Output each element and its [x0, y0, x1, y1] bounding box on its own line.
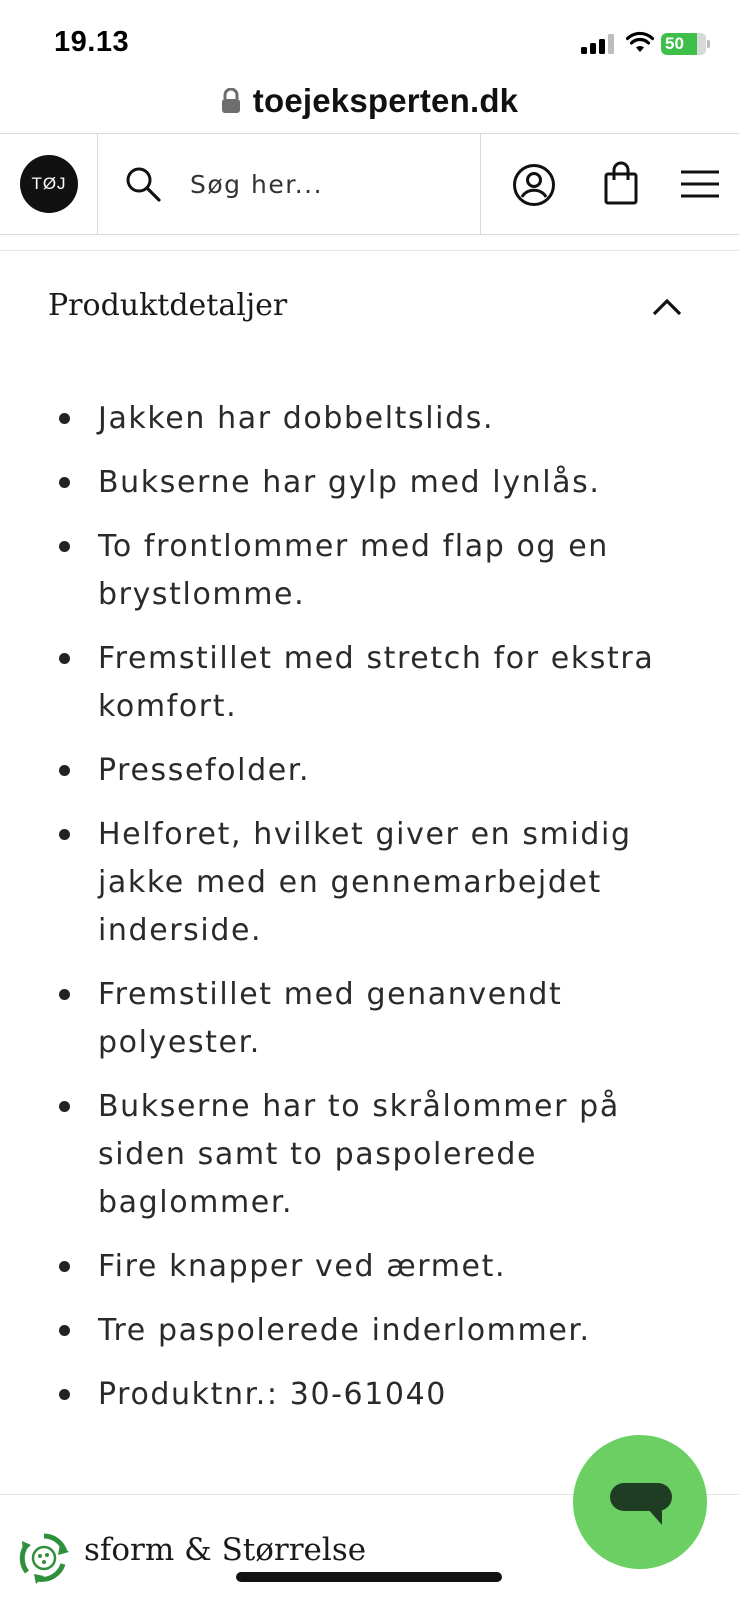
list-item: Fremstillet med stretch for ekstra komfort. — [56, 635, 696, 731]
list-item: Bukserne har gylp med lynlås. — [56, 459, 696, 507]
accordion-title-next[interactable]: sform & Størrelse — [84, 1532, 367, 1568]
lock-icon — [221, 88, 241, 114]
home-indicator — [236, 1572, 502, 1582]
accordion-title[interactable]: Produktdetaljer — [48, 288, 288, 323]
url-text[interactable]: toejeksperten.dk — [252, 82, 519, 119]
battery-empty-segment — [697, 33, 706, 55]
wifi-icon — [626, 30, 654, 54]
site-header — [0, 133, 739, 235]
search-icon[interactable] — [124, 165, 162, 203]
url-bar[interactable] — [0, 78, 739, 132]
bag-icon[interactable] — [604, 161, 638, 205]
status-bar — [0, 0, 739, 80]
list-item: Tre paspolerede inderlommer. — [56, 1307, 696, 1355]
logo[interactable]: TØJ — [20, 155, 78, 213]
list-item: Pressefolder. — [56, 747, 696, 795]
product-details-list — [56, 395, 696, 1435]
battery-level: 50 — [665, 34, 684, 53]
menu-icon[interactable] — [680, 169, 720, 199]
chat-button[interactable] — [573, 1435, 707, 1569]
search-input[interactable] — [190, 164, 470, 204]
section-divider — [0, 250, 739, 251]
signal-icon — [581, 34, 615, 54]
account-icon[interactable] — [512, 163, 556, 207]
status-time: 19.13 — [54, 26, 130, 58]
header-divider — [97, 134, 98, 234]
recycle-icon — [16, 1530, 72, 1586]
list-item: Produktnr.: 30-61040 — [56, 1371, 696, 1419]
list-item: Helforet, hvilket giver en smidig jakke med en gennemarbejdet inderside. — [56, 811, 696, 955]
chevron-up-icon[interactable] — [651, 297, 683, 317]
header-divider — [480, 134, 481, 234]
battery-indicator — [661, 33, 706, 55]
list-item: Bukserne har to skrålommer på siden samt to paspolerede baglommer. — [56, 1083, 696, 1227]
list-item: To frontlommer med flap og en brystlomme. — [56, 523, 696, 619]
list-item: Fremstillet med genanvendt polyester. — [56, 971, 696, 1067]
chat-icon — [608, 1481, 674, 1527]
list-item: Jakken har dobbeltslids. — [56, 395, 696, 443]
list-item: Fire knapper ved ærmet. — [56, 1243, 696, 1291]
